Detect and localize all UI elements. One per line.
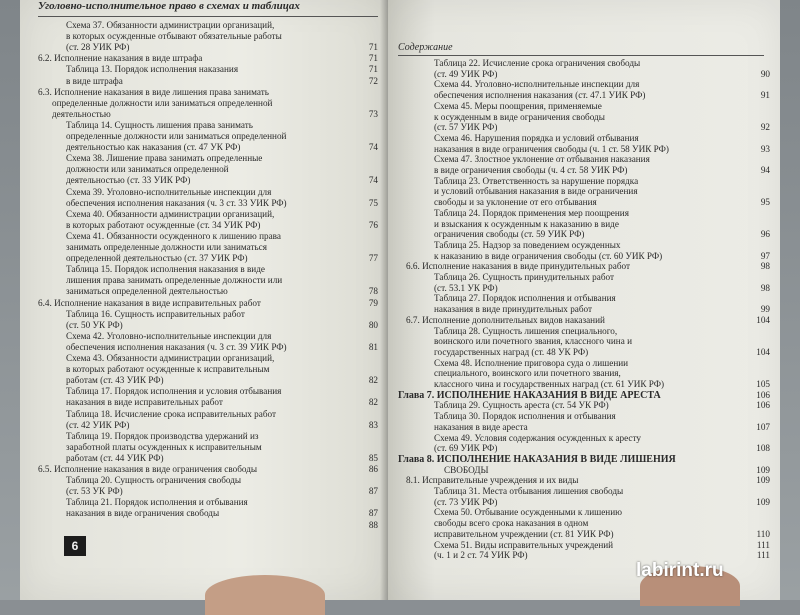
toc-entry bbox=[20, 53, 388, 64]
toc-entry bbox=[388, 411, 780, 422]
toc-page-number: 76 bbox=[368, 219, 378, 230]
toc-page-number: 111 bbox=[756, 539, 770, 550]
toc-entry-text: Схема 44. Уголовно-исполнительные инспекции для bbox=[434, 79, 640, 90]
toc-entry-text: Схема 51. Виды исправительных учреждений bbox=[434, 539, 614, 550]
toc-entry-text: лишения права занимать определенные должности или bbox=[66, 275, 283, 286]
toc-page-number: 111 bbox=[756, 550, 770, 561]
toc-entry bbox=[388, 122, 780, 133]
toc-page-number: 74 bbox=[368, 142, 378, 153]
toc-entry bbox=[20, 231, 388, 242]
toc-entry bbox=[388, 540, 780, 551]
toc-entry bbox=[20, 253, 388, 264]
toc-page-number: 71 bbox=[368, 64, 378, 75]
toc-entry bbox=[20, 364, 388, 375]
toc-entry bbox=[388, 133, 780, 144]
toc-entry-text: наказания в виде исправительных работ bbox=[66, 397, 223, 408]
toc-entry-text: Таблица 21. Порядок исполнения и отбывания bbox=[66, 497, 248, 508]
toc-entry bbox=[20, 64, 388, 75]
toc-entry-text: Схема 49. Условия содержания осужденных к аресту bbox=[434, 432, 641, 443]
toc-entry-text: и условий отбывания наказания в виде ограничения bbox=[434, 186, 638, 197]
toc-entry-text: Схема 43. Обязанности администрации организаций, bbox=[66, 353, 275, 363]
toc-entry bbox=[20, 198, 388, 209]
toc-entry-text: (ст. 53 УК РФ) bbox=[66, 486, 123, 497]
toc-entry bbox=[388, 400, 780, 411]
toc-entry bbox=[388, 240, 780, 251]
toc-entry-text: наказания в виде ограничения свободы bbox=[66, 508, 220, 519]
toc-entry-text: 6.5. Исполнение наказания в виде ограничения свободы bbox=[38, 464, 258, 474]
toc-entry bbox=[388, 251, 780, 262]
toc-entry-text: Таблица 27. Порядок исполнения и отбывания bbox=[434, 293, 616, 304]
toc-entry-text: ограничения свободы (ст. 59 УИК РФ) bbox=[434, 229, 585, 240]
toc-entry bbox=[388, 197, 780, 208]
toc-page-number: 81 bbox=[368, 341, 378, 352]
toc-entry bbox=[388, 368, 780, 379]
toc-entry bbox=[388, 336, 780, 347]
toc-entry-text: обеспечения исполнения наказания (ч. 3 ст. 33 УИК РФ) bbox=[66, 197, 287, 208]
toc-page-number: 91 bbox=[760, 90, 770, 101]
toc-entry bbox=[388, 390, 780, 401]
toc-entry-text: (ст. 49 УИК РФ) bbox=[434, 68, 498, 79]
toc-entry-text: Таблица 31. Места отбывания лишения свободы bbox=[434, 486, 624, 496]
toc-entry-text: Таблица 22. Исчисление срока ограничения свободы bbox=[434, 58, 641, 68]
toc-entry bbox=[388, 518, 780, 529]
toc-page-number: 105 bbox=[756, 379, 770, 389]
toc-page-number: 107 bbox=[756, 421, 770, 432]
toc-page-number: 92 bbox=[760, 122, 770, 133]
toc-page-number: 75 bbox=[368, 197, 378, 208]
toc-entry bbox=[388, 144, 780, 155]
toc-entry bbox=[20, 242, 388, 253]
toc-entry-text: Глава 8. ИСПОЛНЕНИЕ НАКАЗАНИЯ В ВИДЕ ЛИШЕНИЯ bbox=[398, 453, 676, 465]
toc-entry bbox=[20, 42, 388, 53]
toc-entry-text: в которых работают осужденные (ст. 34 УИК РФ) bbox=[66, 219, 261, 230]
toc-page-number: 90 bbox=[760, 68, 770, 79]
toc-entry-text: Схема 47. Злостное уклонение от отбывания наказания bbox=[434, 154, 650, 165]
toc-entry-text: работам (ст. 43 УИК РФ) bbox=[66, 375, 164, 386]
toc-entry-text: Таблица 14. Сущность лишения права занимать bbox=[66, 119, 253, 130]
toc-entry-text: заработной платы осужденных к исправительным bbox=[66, 441, 262, 452]
toc-page-number: 94 bbox=[760, 165, 770, 175]
left-running-head: Уголовно-исполнительное право в схемах и таблицах bbox=[38, 0, 378, 17]
toc-page-number: 106 bbox=[756, 400, 770, 411]
toc-entry-text: 6.2. Исполнение наказания в виде штрафа bbox=[38, 53, 203, 64]
toc-page-number: 74 bbox=[368, 175, 378, 186]
toc-entry bbox=[388, 293, 780, 304]
toc-entry-text: Схема 42. Уголовно-исполнительные инспекции для bbox=[66, 330, 272, 341]
toc-entry bbox=[20, 486, 388, 497]
toc-entry bbox=[20, 442, 388, 453]
toc-entry bbox=[388, 486, 780, 497]
toc-entry bbox=[20, 109, 388, 120]
toc-entry bbox=[20, 309, 388, 320]
toc-entry bbox=[388, 304, 780, 315]
toc-entry-text: работам (ст. 44 УИК РФ) bbox=[66, 452, 164, 463]
toc-entry bbox=[388, 443, 780, 454]
toc-entry bbox=[20, 386, 388, 397]
toc-entry bbox=[20, 475, 388, 486]
toc-entry bbox=[388, 165, 780, 176]
toc-entry bbox=[20, 220, 388, 231]
toc-entry-text: деятельностью bbox=[52, 108, 111, 119]
toc-page-number: 82 bbox=[368, 375, 378, 386]
toc-entry bbox=[388, 315, 780, 326]
toc-page-number: 98 bbox=[760, 261, 770, 272]
toc-page-number: 104 bbox=[756, 346, 770, 357]
thumb bbox=[205, 575, 325, 615]
toc-entry-text: в которых работают осужденные к исправительным bbox=[66, 364, 270, 375]
toc-entry bbox=[388, 219, 780, 230]
watermark-logo: labirint.ru bbox=[636, 560, 724, 581]
toc-entry bbox=[20, 453, 388, 464]
toc-entry-text: 6.6. Исполнение наказания в виде принудительных работ bbox=[406, 261, 630, 272]
left-page bbox=[20, 0, 388, 600]
toc-page-number: 77 bbox=[368, 253, 378, 264]
toc-entry-text: 8.1. Исправительные учреждения и их виды bbox=[406, 475, 579, 486]
toc-entry-text: 6.4. Исполнение наказания в виде исправительных работ bbox=[38, 297, 261, 308]
toc-page-number: 87 bbox=[368, 486, 378, 497]
toc-entry bbox=[20, 153, 388, 164]
toc-entry bbox=[20, 164, 388, 175]
toc-entry bbox=[20, 375, 388, 386]
toc-entry-text: обеспечения исполнения наказания (ст. 47.1 УИК РФ) bbox=[434, 90, 646, 101]
toc-page-number: 93 bbox=[760, 143, 770, 154]
toc-page-number: 86 bbox=[368, 464, 378, 474]
toc-page-number: 109 bbox=[756, 475, 770, 486]
toc-entry bbox=[20, 320, 388, 331]
toc-entry-text: должности или заниматься определенной bbox=[66, 164, 229, 175]
right-page bbox=[388, 0, 780, 600]
toc-entry bbox=[388, 176, 780, 187]
toc-entry-text: к наказанию в виде ограничения свободы (ст. 60 УИК РФ) bbox=[434, 250, 663, 261]
toc-entry bbox=[20, 120, 388, 131]
toc-entry-text: Схема 38. Лишение права занимать определенные bbox=[66, 153, 263, 164]
toc-entry bbox=[388, 154, 780, 165]
toc-entry-text: Таблица 30. Порядок исполнения и отбывания bbox=[434, 411, 616, 422]
toc-entry-text: Таблица 26. Сущность принудительных работ bbox=[434, 272, 614, 282]
toc-entry-text: к осужденным в виде ограничения свободы bbox=[434, 111, 605, 122]
toc-entry bbox=[388, 90, 780, 101]
toc-entry-text: наказания в виде ограничения свободы (ч. 1 ст. 58 УИК РФ) bbox=[434, 143, 669, 154]
toc-page-number: 96 bbox=[760, 229, 770, 240]
toc-entry bbox=[20, 286, 388, 297]
toc-entry-text: Таблица 28. Сущность лишения специального, bbox=[434, 325, 618, 336]
toc-page-number: 109 bbox=[756, 464, 770, 475]
toc-entry bbox=[20, 420, 388, 431]
toc-entry-text: определенные должности или заниматься определенной bbox=[66, 131, 287, 141]
toc-entry bbox=[388, 422, 780, 433]
toc-entry bbox=[388, 497, 780, 508]
toc-entry-text: СВОБОДЫ bbox=[444, 464, 489, 475]
toc-entry bbox=[20, 209, 388, 220]
toc-entry bbox=[388, 347, 780, 358]
toc-page-number: 109 bbox=[756, 496, 770, 507]
toc-entry bbox=[388, 186, 780, 197]
toc-entry-text: и взыскания к осужденным к наказанию в виде bbox=[434, 218, 619, 229]
toc-entry-text: Глава 7. ИСПОЛНЕНИЕ НАКАЗАНИЯ В ВИДЕ АРЕСТА bbox=[398, 389, 661, 401]
toc-entry-text: (ст. 53.1 УК РФ) bbox=[434, 282, 498, 293]
toc-entry-text: Таблица 24. Порядок применения мер поощрения bbox=[434, 207, 629, 218]
toc-entry bbox=[20, 31, 388, 42]
toc-entry-text: Таблица 17. Порядок исполнения и условия отбывания bbox=[66, 386, 282, 397]
toc-entry-text: Таблица 19. Порядок производства удержаний из bbox=[66, 430, 259, 441]
toc-entry bbox=[388, 358, 780, 369]
toc-entry bbox=[20, 98, 388, 109]
toc-entry bbox=[20, 76, 388, 87]
toc-page-number: 99 bbox=[760, 304, 770, 315]
toc-entry-text: (ч. 1 и 2 ст. 74 УИК РФ) bbox=[434, 550, 528, 561]
toc-entry-text: в которых осужденные отбывают обязательные работы bbox=[66, 31, 282, 42]
toc-entry-text: Таблица 15. Порядок исполнения наказания в виде bbox=[66, 264, 265, 275]
toc-entry-text: Таблица 20. Сущность ограничения свободы bbox=[66, 475, 242, 486]
toc-entry bbox=[388, 507, 780, 518]
toc-entry bbox=[20, 187, 388, 198]
toc-entry-text: классного чина и государственных наград (ст. 61 УИК РФ) bbox=[434, 379, 665, 389]
toc-entry bbox=[20, 20, 388, 31]
toc-entry bbox=[20, 131, 388, 142]
toc-page-number: 95 bbox=[760, 197, 770, 208]
toc-page-number: 85 bbox=[368, 452, 378, 463]
toc-entry bbox=[388, 112, 780, 123]
toc-entry bbox=[20, 342, 388, 353]
toc-entry bbox=[388, 433, 780, 444]
toc-entry bbox=[20, 264, 388, 275]
toc-entry-text: (ст. 73 УИК РФ) bbox=[434, 496, 498, 507]
toc-entry-text: (ст. 57 УИК РФ) bbox=[434, 122, 498, 133]
toc-entry bbox=[388, 272, 780, 283]
toc-entry bbox=[20, 275, 388, 286]
toc-entry bbox=[388, 69, 780, 80]
toc-entry bbox=[388, 229, 780, 240]
toc-entry-text: деятельностью как наказания (ст. 47 УК РФ) bbox=[66, 142, 241, 153]
toc-page-number: 106 bbox=[756, 389, 770, 400]
toc-entry-text: Схема 41. Обязанности осужденного к лишению права bbox=[66, 230, 281, 241]
toc-entry-text: определенные должности или заниматься определенной bbox=[52, 97, 273, 108]
toc-entry bbox=[20, 331, 388, 342]
toc-entry-text: (ст. 42 УИК РФ) bbox=[66, 419, 130, 430]
toc-entry-text: заниматься определенной деятельностью bbox=[66, 286, 228, 297]
toc-entry-text: Таблица 18. Исчисление срока исправительных работ bbox=[66, 408, 276, 419]
toc-entry bbox=[20, 520, 388, 531]
toc-entry bbox=[20, 142, 388, 153]
page-number-badge: 6 bbox=[64, 536, 86, 556]
toc-page-number: 88 bbox=[368, 519, 378, 530]
toc-entry-text: Схема 37. Обязанности администрации организаций, bbox=[66, 20, 275, 30]
toc-entry-text: 6.7. Исполнение дополнительных видов наказаний bbox=[406, 314, 605, 325]
toc-page-number: 79 bbox=[368, 297, 378, 308]
toc-page-number: 83 bbox=[368, 419, 378, 430]
toc-entry-text: наказания в виде ареста bbox=[434, 421, 528, 432]
toc-entry-text: специального, воинского или почетного звания, bbox=[434, 368, 621, 379]
toc-entry-text: Таблица 13. Порядок исполнения наказания bbox=[66, 64, 239, 75]
toc-entry-text: (ст. 69 УИК РФ) bbox=[434, 443, 498, 454]
toc-entry-text: воинского или почетного звания, классного чина и bbox=[434, 336, 632, 347]
toc-entry-text: (ст. 50 УК РФ) bbox=[66, 319, 123, 330]
toc-entry-text: Схема 39. Уголовно-исполнительные инспекции для bbox=[66, 186, 272, 197]
toc-page-number: 80 bbox=[368, 319, 378, 330]
toc-page-number: 73 bbox=[368, 108, 378, 119]
toc-entry-text: Таблица 29. Сущность ареста (ст. 54 УК РФ) bbox=[434, 400, 609, 411]
toc-entry bbox=[20, 353, 388, 364]
toc-entry-text: Таблица 23. Ответственность за нарушение порядка bbox=[434, 175, 639, 186]
toc-entry bbox=[388, 79, 780, 90]
toc-entry bbox=[20, 497, 388, 508]
toc-entry-text: обеспечения исполнения наказания (ч. 3 ст. 39 УИК РФ) bbox=[66, 341, 287, 352]
toc-entry-text: в виде штрафа bbox=[66, 75, 123, 86]
toc-entry bbox=[388, 261, 780, 272]
toc-entry bbox=[388, 454, 780, 465]
toc-entry bbox=[20, 409, 388, 420]
toc-entry bbox=[20, 464, 388, 475]
toc-entry bbox=[388, 465, 780, 476]
toc-entry-text: определенной деятельностью (ст. 37 УИК РФ) bbox=[66, 253, 248, 264]
toc-entry-text: Схема 48. Исполнение приговора суда о лишении bbox=[434, 357, 629, 368]
toc-entry-text: Схема 46. Нарушения порядка и условий отбывания bbox=[434, 132, 639, 143]
toc-entry bbox=[20, 175, 388, 186]
toc-entry bbox=[388, 379, 780, 390]
toc-page-number: 110 bbox=[756, 528, 770, 539]
toc-entry bbox=[388, 283, 780, 294]
toc-entry bbox=[20, 87, 388, 98]
toc-entry-text: исправительном учреждении (ст. 81 УИК РФ) bbox=[434, 528, 614, 539]
toc-entry-text: свободы и за уклонение от его отбывания bbox=[434, 197, 597, 208]
toc-page-number: 82 bbox=[368, 397, 378, 408]
toc-entry bbox=[20, 298, 388, 309]
toc-entry-text: 6.3. Исполнение наказания в виде лишения права занимать bbox=[38, 86, 269, 97]
toc-entry-text: Схема 50. Отбывание осужденными к лишению bbox=[434, 507, 622, 518]
toc-entry bbox=[388, 101, 780, 112]
toc-page-number: 71 bbox=[368, 42, 378, 53]
toc-page-number: 104 bbox=[756, 314, 770, 325]
toc-page-number: 71 bbox=[368, 53, 378, 64]
toc-page-number: 72 bbox=[368, 75, 378, 86]
toc-entry bbox=[388, 529, 780, 540]
toc-entry-text: Таблица 16. Сущность исправительных работ bbox=[66, 308, 245, 319]
toc-page-number: 108 bbox=[756, 443, 770, 454]
toc-entry bbox=[20, 508, 388, 519]
toc-entry-text: занимать определенные должности или заниматься bbox=[66, 242, 267, 252]
toc-page-number: 78 bbox=[368, 286, 378, 297]
toc-entry-text: Таблица 25. Надзор за поведением осужденных bbox=[434, 239, 621, 250]
toc-entry bbox=[388, 208, 780, 219]
toc-entry-text: наказания в виде принудительных работ bbox=[434, 304, 593, 315]
toc-page-number: 87 bbox=[368, 508, 378, 519]
toc-entry-text: деятельностью (ст. 33 УИК РФ) bbox=[66, 175, 191, 186]
toc-entry-text: Схема 45. Меры поощрения, применяемые bbox=[434, 100, 602, 111]
toc-entry-text: (ст. 28 УИК РФ) bbox=[66, 42, 130, 53]
toc-entry-text: в виде ограничения свободы (ч. 4 ст. 58 УИК РФ) bbox=[434, 165, 628, 175]
toc-entry-text: Схема 40. Обязанности администрации организаций, bbox=[66, 208, 275, 219]
toc-entry bbox=[388, 58, 780, 69]
toc-page-number: 97 bbox=[760, 250, 770, 261]
right-running-head: Содержание bbox=[398, 42, 764, 56]
toc-entry bbox=[20, 397, 388, 408]
toc-entry bbox=[20, 431, 388, 442]
toc-page-number: 98 bbox=[760, 282, 770, 293]
toc-entry bbox=[388, 326, 780, 337]
toc-entry bbox=[388, 475, 780, 486]
toc-entry-text: государственных наград (ст. 48 УК РФ) bbox=[434, 346, 589, 357]
toc-entry-text: свободы всего срока наказания в одном bbox=[434, 518, 589, 529]
